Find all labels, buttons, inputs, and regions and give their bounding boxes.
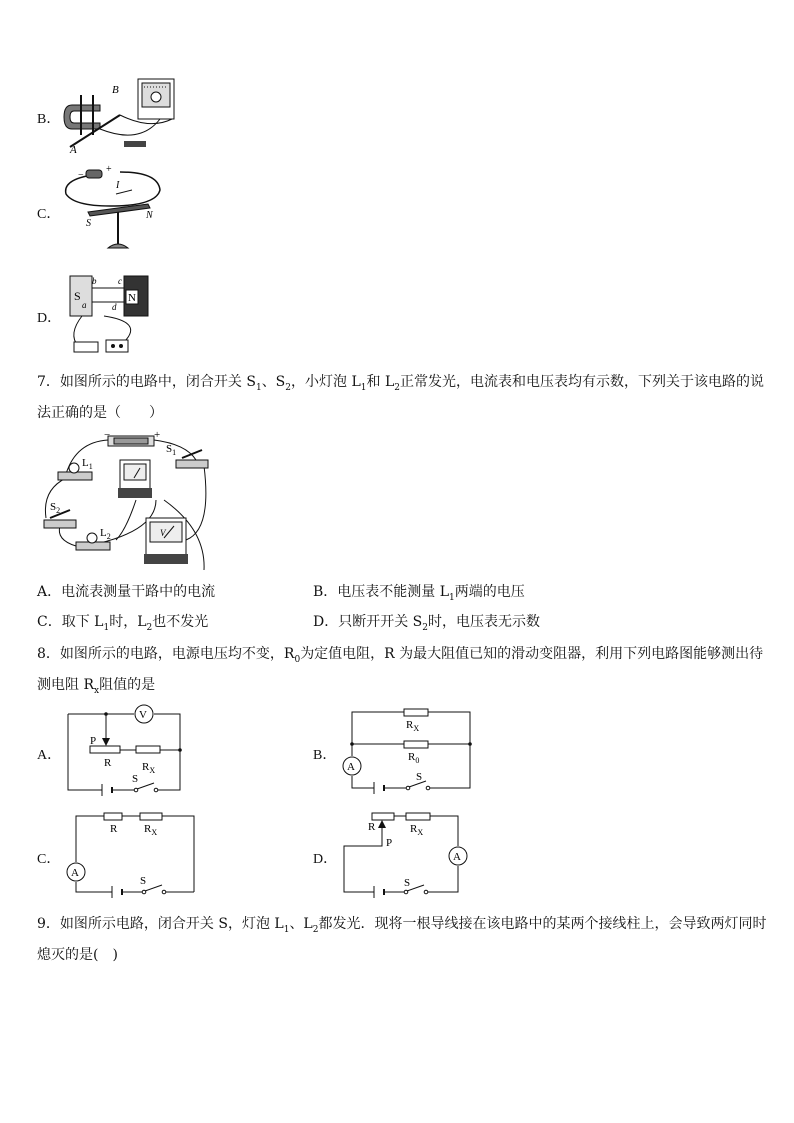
q8c-rx: $R_X$ [144,823,158,837]
q6-c-south: S [86,218,91,229]
q8d-p: P [386,837,393,849]
q6-d-north: N [128,292,136,304]
q8-option-b-label: B． [313,748,337,763]
q7-l2-label: $L_2$ [100,527,111,541]
q7-battery-minus: − [104,429,111,441]
q8-option-d-label: D． [313,852,338,867]
q6-d-d: d [112,302,117,312]
q8d-rx: $R_X$ [410,823,424,837]
q6-option-d-label: D． [37,311,62,326]
q6-c-current: I [116,180,120,191]
q8-option-c-circuit [60,808,205,903]
q8-stem-line1: 8．如图所示的电路，电源电压均不变，$R_0$为定值电阻，R 为最大阻值已知的滑动变阻器，利用下列电路图能够测出待 [37,646,764,665]
q6-option-c-figure [60,160,170,255]
q6-b-label-a: A [70,144,77,156]
q7-s1-label: $S_1$ [166,443,177,457]
q8-option-a-circuit [60,700,190,805]
q8b-s: S [416,771,423,783]
q8b-rx: $R_X$ [406,719,420,733]
q8-option-b-circuit [336,700,486,800]
q8a-s: S [132,773,139,785]
q9-stem-line2: 熄灭的是( ) [37,947,118,963]
q7-option-b: B．电压表不能测量 $L_1$两端的电压 [313,584,525,603]
q7-option-c: C．取下 $L_1$时，$L_2$也不发光 [37,614,209,633]
q7-stem-line2: 法正确的是（ ） [37,405,163,421]
q6-option-b-figure [60,75,190,155]
q6-c-plus: + [106,164,112,175]
q7-stem-line1: 7．如图所示的电路中，闭合开关 $S_1$、$S_2$，小灯泡 $L_1$和 $L_2$正常发光，电流表和电压表均有示数，下列关于该电路的说 [37,374,764,393]
q8-stem-line2: 测电阻 $R_x$阻值的是 [37,677,156,696]
q6-c-minus: − [78,170,84,181]
q7-s2-label: $S_2$ [50,501,61,515]
q8-option-a-label: A． [37,748,62,763]
q6-c-north: N [146,210,153,221]
q8a-r: R [104,757,112,769]
q8-option-d-circuit [336,806,476,901]
q8-option-c-label: C． [37,852,61,867]
q8d-ammeter: A [453,851,461,863]
q8b-ammeter: A [347,761,355,773]
q6-b-label-b: B [112,84,119,96]
q7-voltmeter-label: V [160,528,166,538]
q8a-voltmeter: V [139,709,147,721]
q7-option-d: D．只断开开关 $S_2$时，电压表无示数 [313,614,540,633]
q6-option-b-label: B． [37,112,61,127]
q6-d-a: a [82,300,87,310]
q6-d-b: b [92,276,97,286]
q8c-s: S [140,875,147,887]
q6-d-south: S [74,289,81,303]
q6-d-c: c [118,276,122,286]
q7-battery-plus: + [154,429,161,441]
q8d-s: S [404,877,411,889]
q7-circuit-figure [36,430,216,580]
q7-l1-label: $L_1$ [82,457,93,471]
q8a-rx: $R_X$ [142,761,156,775]
q8c-ammeter: A [71,867,79,879]
q8d-r: R [368,821,376,833]
q9-stem-line1: 9．如图所示电路，闭合开关 S，灯泡 $L_1$、$L_2$都发光．现将一根导线接在该电路中的某两个接线柱上，会导致两灯同时 [37,916,767,935]
q8c-r: R [110,823,118,835]
q8a-p: P [90,735,97,747]
q7-option-a: A．电流表测量干路中的电流 [37,584,216,600]
q6-option-c-label: C． [37,207,61,222]
q6-option-d-figure [64,272,164,357]
q8b-r0: $R_0$ [408,751,420,765]
